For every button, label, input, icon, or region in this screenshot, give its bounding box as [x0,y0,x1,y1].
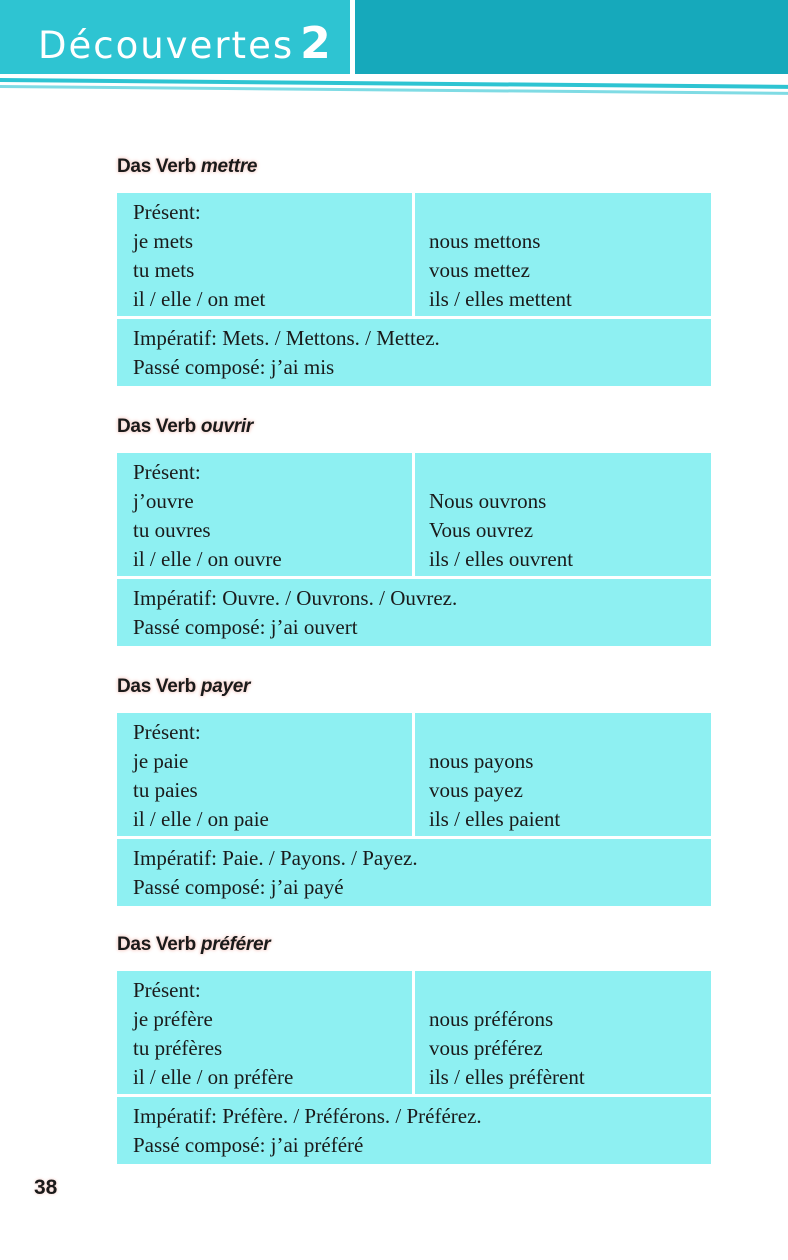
plural-form: nous préférons [429,1007,554,1031]
present-label: Présent: [133,200,201,224]
book-title [38,18,331,69]
singular-form: je paie [133,749,189,773]
imperatif-line: Impératif: Paie. / Payons. / Payez. [133,846,418,870]
singular-form: tu mets [133,258,195,282]
title-prefix: Das Verb [117,934,196,955]
page-number: 38 [34,1176,58,1199]
imperative-past-cell [117,839,711,906]
verb-section-title [117,933,711,963]
verb-section-title [117,155,711,185]
present-label: Présent: [133,720,201,744]
imperatif-line: Impératif: Mets. / Mettons. / Mettez. [133,326,440,350]
present-label: Présent: [133,460,201,484]
plural-forms-cell [415,453,711,576]
singular-form: il / elle / on préfère [133,1065,294,1089]
passe-compose-line: Passé composé: j’ai ouvert [133,615,358,639]
plural-form: ils / elles ouvrent [429,547,574,571]
singular-forms-cell [117,713,412,836]
verb-section [117,155,711,386]
singular-form: tu ouvres [133,518,211,542]
header-bar-accent [355,0,788,74]
imperative-past-cell [117,579,711,646]
book-title-text: Découvertes [38,24,295,67]
singular-form: il / elle / on paie [133,807,269,831]
verb-name: ouvrir [200,416,253,437]
plural-forms-cell [415,971,711,1094]
conjugation-table [117,193,711,386]
present-label: Présent: [133,978,201,1002]
conjugation-table [117,453,711,646]
title-prefix: Das Verb [117,416,196,437]
plural-form: nous payons [429,749,534,773]
book-volume-number: 2 [300,18,331,69]
singular-forms-cell [117,453,412,576]
singular-form: il / elle / on ouvre [133,547,282,571]
plural-form: vous préférez [429,1036,543,1060]
imperatif-line: Impératif: Ouvre. / Ouvrons. / Ouvrez. [133,586,458,610]
imperatif-line: Impératif: Préfère. / Préférons. / Préférez. [133,1104,482,1128]
plural-form: vous payez [429,778,523,802]
title-prefix: Das Verb [117,676,196,697]
plural-form: vous mettez [429,258,530,282]
plural-form: ils / elles mettent [429,287,572,311]
plural-form: ils / elles paient [429,807,561,831]
verb-section [117,415,711,646]
plural-form: ils / elles préfèrent [429,1065,585,1089]
singular-form: tu préfères [133,1036,223,1060]
plural-forms-cell [415,713,711,836]
plural-form: Vous ouvrez [429,518,534,542]
singular-form: je préfère [133,1007,213,1031]
verb-section [117,675,711,906]
verb-name: préférer [200,934,271,955]
singular-form: il / elle / on met [133,287,266,311]
singular-form: tu paies [133,778,198,802]
singular-forms-cell [117,193,412,316]
verb-section [117,933,711,1164]
conjugation-table [117,713,711,906]
plural-form: nous mettons [429,229,541,253]
imperative-past-cell [117,319,711,386]
title-prefix: Das Verb [117,156,196,177]
imperative-past-cell [117,1097,711,1164]
conjugation-table [117,971,711,1164]
singular-form: je mets [133,229,194,253]
passe-compose-line: Passé composé: j’ai préféré [133,1133,364,1157]
verb-section-title [117,675,711,705]
singular-forms-cell [117,971,412,1094]
plural-forms-cell [415,193,711,316]
verb-section-title [117,415,711,445]
plural-form: Nous ouvrons [429,489,547,513]
passe-compose-line: Passé composé: j’ai mis [133,355,335,379]
verb-name: payer [200,676,251,697]
verb-name: mettre [200,156,258,177]
singular-form: j’ouvre [133,489,194,513]
passe-compose-line: Passé composé: j’ai payé [133,875,344,899]
